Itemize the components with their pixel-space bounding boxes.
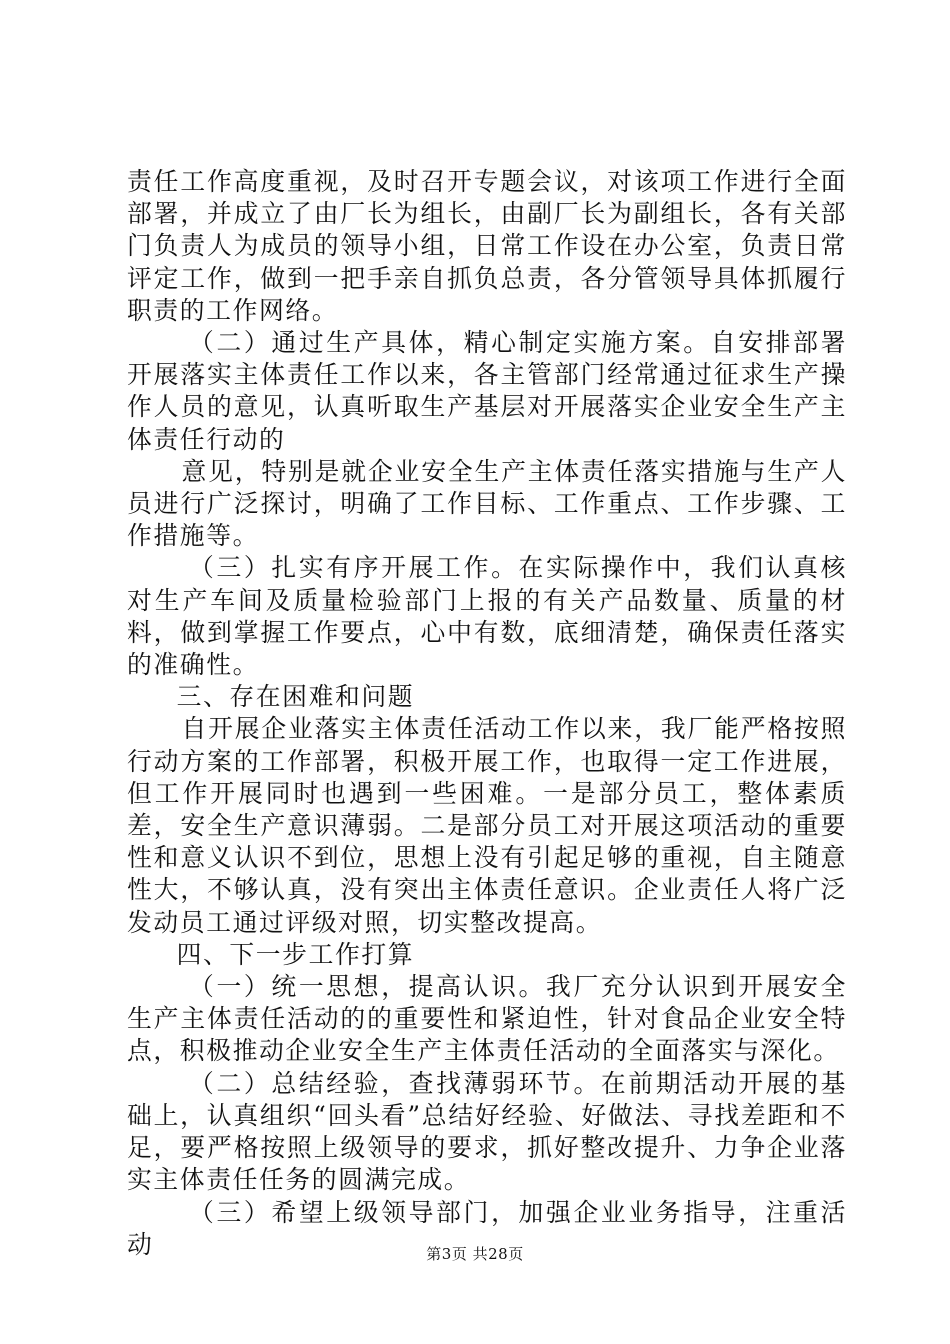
paragraph-leadership-group: 责任工作高度重视，及时召开专题会议，对该项工作进行全面部署，并成立了由厂长为组长，由副厂长为副组长，各有关部门负责人为成员的领导小组，日常工作设在办公室，负责日常评定工作，做到一把手亲自抓负总责，各分管领导具体抓履行职责的工作网络。: [127, 167, 847, 325]
paragraph-orderly-work: （三）扎实有序开展工作。在实际操作中，我们认真核对生产车间及质量检验部门上报的有关产品数量、质量的材料，做到掌握工作要点，心中有数，底细清楚，确保责任落实的准确性。: [127, 553, 847, 680]
paragraph-unify-thinking: （一）统一思想，提高认识。我厂充分认识到开展安全生产主体责任活动的的重要性和紧迫性，针对食品企业安全特点，积极推动企业安全生产主体责任活动的全面落实与深化。: [127, 972, 847, 1066]
paragraph-guidance: （三）希望上级领导部门，加强企业业务指导，注重活动: [127, 1197, 847, 1259]
paragraph-difficulties: 自开展企业落实主体责任活动工作以来，我厂能严格按照行动方案的工作部署，积极开展工作，也取得一定工作进展，但工作开展同时也遇到一些困难。一是部分员工，整体素质差，安全生产意识薄弱。二是部分员工对开展这项活动的重要性和意义认识不到位，思想上没有引起足够的重视，自主随意性大，不够认真，没有突出主体责任意识。企业责任人将广泛发动员工通过评级对照，切实整改提高。: [127, 714, 847, 937]
paragraph-summarize-experience: （二）总结经验，查找薄弱环节。在前期活动开展的基础上，认真组织“回头看”总结好经验、好做法、寻找差距和不足，要严格按照上级领导的要求，抓好整改提升、力争企业落实主体责任任务的圆满完成。: [127, 1068, 847, 1195]
paragraph-implementation-plan: （二）通过生产具体，精心制定实施方案。自安排部署开展落实主体责任工作以来，各主管部门经常通过征求生产操作人员的意见，认真听取生产基层对开展落实企业安全生产主体责任行动的: [127, 328, 847, 454]
heading-next-steps: 四、下一步工作打算: [176, 939, 415, 969]
heading-difficulties: 三、存在困难和问题: [176, 682, 415, 712]
document-body: [127, 166, 847, 1261]
page-number-footer: 第3页 共28页: [426, 1245, 524, 1263]
paragraph-opinions: 意见，特别是就企业安全生产主体责任落实措施与生产人员进行广泛探讨，明确了工作目标、工作重点、工作步骤、工作措施等。: [127, 456, 847, 551]
